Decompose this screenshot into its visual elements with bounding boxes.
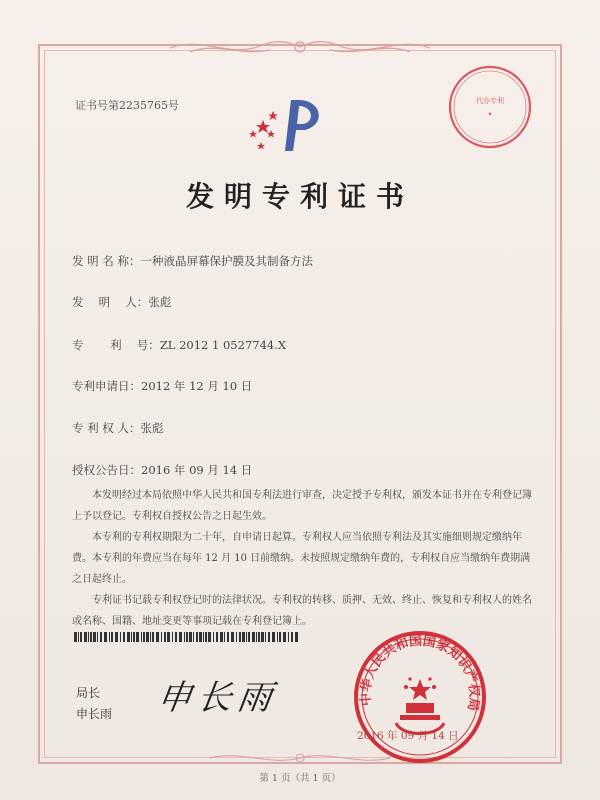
certificate-number: 证书号第2235765号 (75, 99, 179, 112)
invention-name-label: 发 明 名 称： (72, 254, 141, 268)
seal-text: 中华人民共和国国家知识产权局 (358, 633, 482, 712)
field-invention-name (72, 253, 313, 269)
body-paragraph-1: 本发明经过本局依照中华人民共和国专利法进行审查，决定授予专利权，颁发本证书并在专利登记簿上予以登记。专利权自授权公告之日起生效。 (72, 490, 532, 522)
signature-text: 申长雨 (154, 678, 281, 718)
director-name: 申长雨 (76, 707, 113, 721)
grant-date-label: 授权公告日： (72, 463, 141, 477)
patent-number-label: 专 利 号： (72, 338, 160, 352)
top-ornament (160, 34, 440, 60)
patent-number-value: ZL 2012 1 0527744.X (159, 338, 287, 352)
seal-date: 2016 年 09 月 14 日 (357, 730, 459, 742)
inventor-value: 张彪 (148, 295, 172, 309)
field-application-date (72, 378, 252, 394)
field-patent-number (72, 337, 286, 353)
certificate-title: 发明专利证书 (185, 180, 414, 213)
agency-seal-inner-text: 代办专利 (476, 97, 504, 105)
page-number: 第 1 页（共 1 页） (259, 773, 341, 784)
application-date-label: 专利申请日： (72, 379, 141, 393)
inventor-label: 发 明 人： (72, 295, 149, 309)
director-signature (155, 670, 282, 719)
official-seal (350, 627, 490, 767)
field-inventor (72, 294, 171, 310)
body-paragraph-3: 专利证书记载专利权登记时的法律状况。专利权的转移、质押、无效、终止、恢复和专利权人的姓名或名称、国籍、地址变更等事项记载在专利登记簿上。 (72, 595, 532, 627)
svg-text:中华人民共和国国家知识产权局 (358, 633, 483, 712)
certificate-body (72, 485, 532, 632)
field-patentee (72, 420, 163, 436)
invention-name-value: 一种液晶屏幕保护膜及其制备方法 (140, 254, 313, 268)
application-date-value: 2012 年 12 月 10 日 (141, 379, 253, 393)
agency-seal (445, 62, 535, 152)
patentee-label: 专 利 权 人： (72, 421, 141, 435)
svg-text:✦: ✦ (487, 111, 493, 118)
patent-office-logo (247, 96, 337, 156)
barcode (74, 632, 299, 642)
body-paragraph-2: 本专利的专利权期限为二十年，自申请日起算。专利权人应当依照专利法及其实施细则规定缴纳年费。本专利的年费应当在每年 12 月 10 日前缴纳。未按照规定缴纳年费的，专利权自应当缴纳年费期满之日起终止。 (72, 532, 531, 585)
patentee-value: 张彪 (140, 421, 164, 435)
grant-date-value: 2016 年 09 月 14 日 (141, 463, 253, 477)
field-grant-date (72, 462, 252, 478)
director-title: 局长 (76, 686, 101, 700)
